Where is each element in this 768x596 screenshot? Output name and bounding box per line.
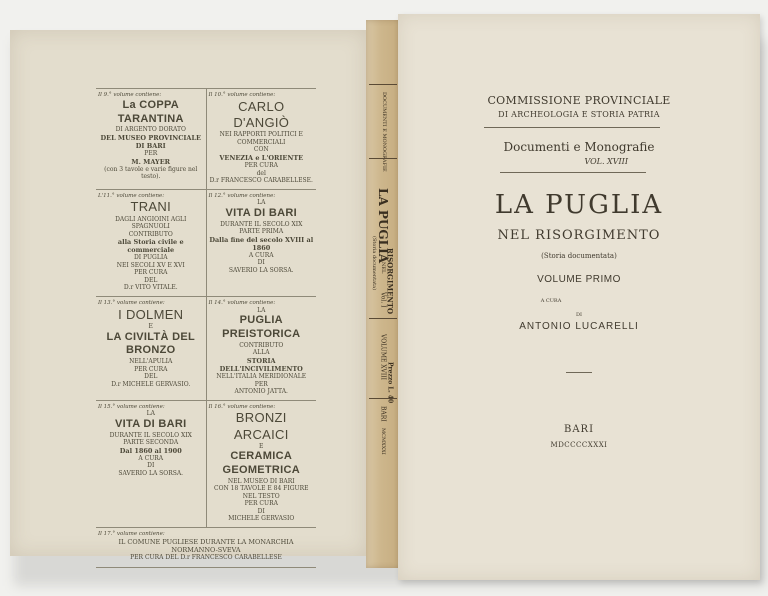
entry-line: CONTRIBUTO <box>239 341 284 349</box>
book-subtitle: NEL RISORGIMENTO <box>497 228 661 243</box>
commission-line-1: COMMISSIONE PROVINCIALE <box>487 94 671 107</box>
spine-year: MCMXXXI <box>380 428 386 455</box>
entry-line: PARTE SECONDA <box>123 439 179 447</box>
spine-price: Prezzo L. 40 <box>386 362 394 404</box>
entry-intro: Il 17.° volume contiene: <box>98 530 165 537</box>
entry-line: DURANTE IL SECOLO XIX <box>220 220 303 228</box>
advertisement-row <box>96 296 316 400</box>
entry-line: LA <box>257 199 266 207</box>
spine-rule <box>369 84 397 85</box>
entry-line: D.r FRANCESCO CARABELLESE. <box>209 177 313 184</box>
entry-line: DI PUGLIA <box>133 254 168 262</box>
advertisement-grid <box>96 88 316 568</box>
entry-line: DEL MUSEO PROVINCIALE DI BARI <box>100 133 201 150</box>
spine-series-label: DOCUMENTI E MONOGRAFIE <box>380 92 387 172</box>
entry-line: SAVERIO LA SORSA. <box>228 266 294 274</box>
advertisement-entry <box>206 190 317 296</box>
entry-line: DAGLI ANGIOINI AGLI SPAGNUOLI <box>115 215 187 231</box>
entry-line: DEL <box>144 276 158 284</box>
advertisement-entry <box>96 89 206 189</box>
advertisement-row <box>96 88 316 189</box>
spine-rule <box>369 318 397 319</box>
spine-title: LA PUGLIA <box>376 188 390 264</box>
entry-intro: Il 15.° volume contiene: <box>98 403 165 410</box>
entry-title: BRONZI ARCAICI <box>233 410 289 442</box>
entry-title: La COPPA TARANTINA <box>117 98 184 125</box>
spine-note: (Storia documentata) <box>371 236 377 291</box>
entry-intro: L'11.° volume contiene: <box>98 192 165 199</box>
advertisement-row <box>96 189 316 296</box>
entry-intro: Il 12.° volume contiene: <box>208 192 276 199</box>
entry-line: PER CURA <box>244 162 278 169</box>
advertisement-entry <box>206 89 317 189</box>
publication-place: BARI <box>563 424 595 435</box>
entry-line: ANTONIO JATTA. <box>234 388 288 395</box>
entry-line: PER CURA <box>244 500 278 508</box>
entry-line: alla Storia civile e commerciale <box>117 238 184 255</box>
entry-line: D.r MICHELE GERVASIO. <box>111 380 191 388</box>
entry-line: LA <box>257 306 266 314</box>
entry-line: D.r VITO VITALE. <box>123 284 178 292</box>
entry-intro: Il 13.° volume contiene: <box>98 299 165 306</box>
advertisement-entry <box>96 297 206 400</box>
entry-line: PER <box>144 150 158 158</box>
spine-vol: Vol. I <box>379 292 387 308</box>
spine-subtitle: RISORGIMENTO <box>385 248 395 315</box>
entry-intro: Il 10.° volume contiene: <box>208 92 276 98</box>
entry-line: NEL MUSEO DI BARI <box>227 477 295 485</box>
entry-line: PER <box>254 380 268 388</box>
advertisement-entry <box>206 401 317 527</box>
advertisement-row-full <box>96 527 316 568</box>
entry-line: M. MAYER <box>131 157 171 166</box>
entry-line: LA <box>146 410 155 418</box>
entry-line: CON <box>253 146 269 154</box>
entry-title: I DOLMEN <box>118 306 184 322</box>
entry-line: Dalla fine del secolo XVIII al 1860 <box>209 235 314 252</box>
entry-line: DI ARGENTO DORATO <box>115 126 186 134</box>
divider-rule <box>484 127 660 128</box>
publication-year: MDCCCCXXXI <box>550 441 608 449</box>
entry-title: LA CIVILTÀ DEL BRONZO <box>106 330 196 357</box>
entry-line: VENEZIA e L'ORIENTE <box>219 153 304 162</box>
entry-intro: Il 14.° volume contiene: <box>208 299 276 306</box>
divider-rule <box>566 372 592 373</box>
spine-volume-number: VOLUME XVIII <box>379 334 387 381</box>
advertisement-entry <box>96 528 316 567</box>
entry-line: PARTE PRIMA <box>239 228 284 236</box>
entry-line: PER CURA <box>134 269 168 277</box>
entry-title: TRANI <box>130 199 171 215</box>
entry-line: NELL'ITALIA MERIDIONALE <box>216 373 307 380</box>
entry-title: CARLO D'ANGIÒ <box>233 98 290 131</box>
a-cura-label: A CURA <box>540 298 562 304</box>
advertisement-entry <box>96 401 206 527</box>
entry-line: Dal 1860 al 1900 <box>119 446 182 455</box>
entry-line: E <box>148 323 153 330</box>
divider-rule <box>500 172 646 173</box>
entry-line: DI <box>147 462 155 470</box>
entry-line: E <box>259 442 264 450</box>
advertisement-entry <box>96 190 206 296</box>
entry-line: STORIA DELL'INCIVILIMENTO <box>219 356 303 373</box>
entry-title: PUGLIA PREISTORICA <box>222 314 301 340</box>
entry-line: CON 18 TAVOLE E 84 FIGURE NEL TESTO <box>214 485 309 500</box>
entry-intro: Il 16.° volume contiene: <box>208 403 276 410</box>
entry-line: DI <box>257 507 265 515</box>
entry-line: CONTRIBUTO <box>128 230 173 238</box>
entry-line: NELL'APULIA <box>129 358 173 365</box>
entry-line: NEI SECOLI XV E XVI <box>116 261 185 269</box>
entry-line: MICHELE GERVASIO <box>228 515 295 523</box>
entry-title: VITA DI BARI <box>115 417 187 430</box>
entry-line: NEI RAPPORTI POLITICI E COMMERCIALI <box>219 131 303 146</box>
entry-title: VITA DI BARI <box>225 206 297 219</box>
entry-title: CERAMICA GEOMETRICA <box>222 450 301 477</box>
series-title: Documenti e Monografie <box>503 140 655 154</box>
spine-place: BARI <box>379 406 387 422</box>
entry-line: PER CURA <box>134 365 168 373</box>
spine-rule <box>369 158 397 159</box>
spine-rule <box>369 398 397 399</box>
author-name: ANTONIO LUCARELLI <box>519 321 639 332</box>
entry-line: IL COMUNE PUGLIESE DURANTE LA MONARCHIA NORMANNO-SVEVA <box>118 537 294 554</box>
entry-line: A CURA <box>138 454 164 462</box>
entry-line: PER CURA DEL D.r FRANCESCO CARABELLESE <box>130 554 282 561</box>
entry-line: A CURA <box>248 251 274 259</box>
advertisement-entry <box>206 297 317 400</box>
advertisement-row <box>96 400 316 527</box>
series-volume: VOL. XVIII <box>584 157 628 166</box>
spine-subtitle-nel: NEL <box>380 262 386 274</box>
entry-line: DI <box>257 259 265 267</box>
entry-line: ALLA <box>252 349 270 357</box>
di-label: DI <box>576 312 582 318</box>
entry-line: DEL <box>144 373 158 380</box>
entry-line: (con 3 tavole e varie figure nel testo). <box>104 165 198 181</box>
volume-label: VOLUME PRIMO <box>537 274 621 285</box>
entry-line: del <box>256 169 266 177</box>
book-note: (Storia documentata) <box>541 252 617 260</box>
commission-line-2: DI ARCHEOLOGIA E STORIA PATRIA <box>498 110 660 119</box>
entry-line: SAVERIO LA SORSA. <box>118 469 184 477</box>
entry-line: DURANTE IL SECOLO XIX <box>109 431 192 439</box>
book-title: LA PUGLIA <box>494 190 664 220</box>
entry-intro: Il 9.° volume contiene: <box>98 92 162 98</box>
